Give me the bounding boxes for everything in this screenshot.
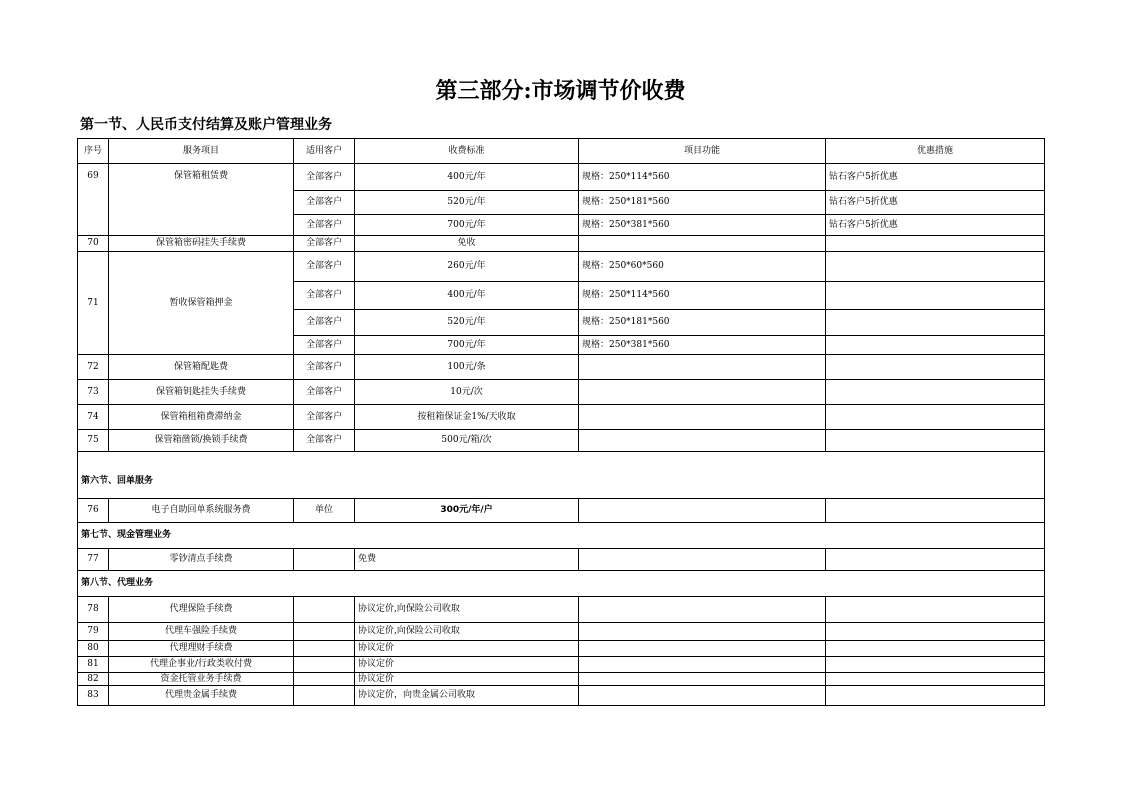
row-customer: 全部客户: [294, 405, 355, 430]
row-discount: [826, 430, 1045, 452]
header-customer: 适用客户: [294, 139, 355, 164]
row-customer: [294, 549, 355, 571]
row-service: 保管箱密码挂失手续费: [109, 236, 294, 252]
row-fee: 10元/次: [355, 380, 579, 405]
row-function: [579, 657, 826, 673]
section-title-7: 第七节、现金管理业务: [78, 523, 1045, 549]
row-no: 77: [78, 549, 109, 571]
row-function: [579, 405, 826, 430]
row-service: 保管箱配匙费: [109, 355, 294, 380]
row-discount: [826, 549, 1045, 571]
row-no: 83: [78, 686, 109, 706]
row-discount: [826, 673, 1045, 686]
row-customer: [294, 597, 355, 623]
row-function: 规格：250*381*560: [579, 215, 826, 236]
header-function: 项目功能: [579, 139, 826, 164]
row-customer: 全部客户: [294, 336, 355, 355]
row-fee: 协议定价: [355, 657, 579, 673]
row-service: 代理理财手续费: [109, 641, 294, 657]
row-discount: [826, 282, 1045, 310]
row-discount: [826, 310, 1045, 336]
row-discount: [826, 405, 1045, 430]
row-function: 规格：250*181*560: [579, 191, 826, 215]
table-row: [78, 597, 1045, 623]
row-fee: 协议定价: [355, 641, 579, 657]
row-discount: [826, 336, 1045, 355]
table-row: [78, 252, 1045, 282]
row-function: [579, 236, 826, 252]
row-function: [579, 430, 826, 452]
row-discount: [826, 657, 1045, 673]
header-fee: 收费标准: [355, 139, 579, 164]
row-customer: 单位: [294, 499, 355, 523]
row-fee: 260元/年: [355, 252, 579, 282]
row-discount: [826, 380, 1045, 405]
row-discount: [826, 597, 1045, 623]
row-function: [579, 597, 826, 623]
section-row: [78, 523, 1045, 549]
row-no: 81: [78, 657, 109, 673]
row-fee: 700元/年: [355, 215, 579, 236]
section-row: [78, 571, 1045, 597]
row-service: 保管箱租箱费滞纳金: [109, 405, 294, 430]
row-fee: 协议定价,向保险公司收取: [355, 597, 579, 623]
row-function: 规格：250*114*560: [579, 282, 826, 310]
row-function: [579, 686, 826, 706]
row-function: [579, 623, 826, 641]
row-fee: 协议定价,向保险公司收取: [355, 623, 579, 641]
row-fee: 500元/箱/次: [355, 430, 579, 452]
row-discount: 钻石客户5折优惠: [826, 164, 1045, 191]
table-row: [78, 405, 1045, 430]
row-no: 71: [78, 252, 109, 355]
table-row: [78, 430, 1045, 452]
table-row: [78, 686, 1045, 706]
row-function: [579, 673, 826, 686]
header-service: 服务项目: [109, 139, 294, 164]
row-function: [579, 499, 826, 523]
table-header-row: [78, 139, 1045, 164]
row-customer: 全部客户: [294, 355, 355, 380]
row-discount: [826, 499, 1045, 523]
row-customer: 全部客户: [294, 215, 355, 236]
row-service: 保管箱凿锁/换锁手续费: [109, 430, 294, 452]
fee-table: [77, 138, 1045, 706]
row-service: 保管箱钥匙挂失手续费: [109, 380, 294, 405]
row-function: [579, 355, 826, 380]
section-row: [78, 452, 1045, 499]
row-service: 保管箱租赁费: [109, 164, 294, 236]
row-no: 72: [78, 355, 109, 380]
row-customer: 全部客户: [294, 252, 355, 282]
table-row: [78, 499, 1045, 523]
row-function: 规格：250*114*560: [579, 164, 826, 191]
row-no: 79: [78, 623, 109, 641]
row-function: 规格：250*60*560: [579, 252, 826, 282]
row-no: 75: [78, 430, 109, 452]
row-fee: 免费: [355, 549, 579, 571]
row-service: 代理贵金属手续费: [109, 686, 294, 706]
row-discount: 钻石客户5折优惠: [826, 215, 1045, 236]
table-row: [78, 236, 1045, 252]
row-fee: 协议定价，向贵金属公司收取: [355, 686, 579, 706]
row-customer: 全部客户: [294, 282, 355, 310]
row-fee: 520元/年: [355, 310, 579, 336]
row-fee: 按租箱保证金1%/天收取: [355, 405, 579, 430]
table-row: [78, 641, 1045, 657]
row-fee: 协议定价: [355, 673, 579, 686]
row-customer: [294, 641, 355, 657]
row-service: 暂收保管箱押金: [109, 252, 294, 355]
section-title-1: 第一节、人民币支付结算及账户管理业务: [80, 117, 332, 133]
row-discount: [826, 641, 1045, 657]
row-discount: [826, 623, 1045, 641]
row-no: 74: [78, 405, 109, 430]
table-row: [78, 549, 1045, 571]
row-customer: 全部客户: [294, 380, 355, 405]
row-service: 代理车强险手续费: [109, 623, 294, 641]
row-function: [579, 549, 826, 571]
row-customer: 全部客户: [294, 164, 355, 191]
table-row: [78, 657, 1045, 673]
row-discount: [826, 252, 1045, 282]
row-customer: [294, 673, 355, 686]
header-no: 序号: [78, 139, 109, 164]
table-row: [78, 355, 1045, 380]
row-customer: 全部客户: [294, 236, 355, 252]
row-no: 80: [78, 641, 109, 657]
section-title-6: 第六节、回单服务: [78, 452, 1045, 499]
row-customer: [294, 686, 355, 706]
row-fee: 520元/年: [355, 191, 579, 215]
row-no: 78: [78, 597, 109, 623]
table-row: [78, 623, 1045, 641]
row-service: 零钞清点手续费: [109, 549, 294, 571]
table-row: [78, 673, 1045, 686]
row-customer: 全部客户: [294, 430, 355, 452]
row-service: 代理保险手续费: [109, 597, 294, 623]
row-no: 82: [78, 673, 109, 686]
row-function: [579, 380, 826, 405]
row-fee: 400元/年: [355, 282, 579, 310]
row-discount: [826, 355, 1045, 380]
row-service: 代理企事业/行政类收付费: [109, 657, 294, 673]
header-discount: 优惠措施: [826, 139, 1045, 164]
table-row: [78, 380, 1045, 405]
row-customer: [294, 623, 355, 641]
row-no: 70: [78, 236, 109, 252]
page-title: 第三部分:市场调节价收费: [435, 78, 686, 104]
row-discount: 钻石客户5折优惠: [826, 191, 1045, 215]
row-function: [579, 641, 826, 657]
row-no: 69: [78, 164, 109, 236]
row-fee: 400元/年: [355, 164, 579, 191]
row-customer: 全部客户: [294, 191, 355, 215]
row-function: 规格：250*381*560: [579, 336, 826, 355]
row-fee: 100元/条: [355, 355, 579, 380]
table-row: [78, 164, 1045, 191]
row-function: 规格：250*181*560: [579, 310, 826, 336]
row-service: 资金托管业务手续费: [109, 673, 294, 686]
row-no: 73: [78, 380, 109, 405]
row-discount: [826, 236, 1045, 252]
row-customer: [294, 657, 355, 673]
row-fee: 免收: [355, 236, 579, 252]
row-no: 76: [78, 499, 109, 523]
row-discount: [826, 686, 1045, 706]
row-customer: 全部客户: [294, 310, 355, 336]
section-title-8: 第八节、代理业务: [78, 571, 1045, 597]
row-service: 电子自助回单系统服务费: [109, 499, 294, 523]
row-fee: 700元/年: [355, 336, 579, 355]
row-fee: 300元/年/户: [355, 499, 579, 523]
